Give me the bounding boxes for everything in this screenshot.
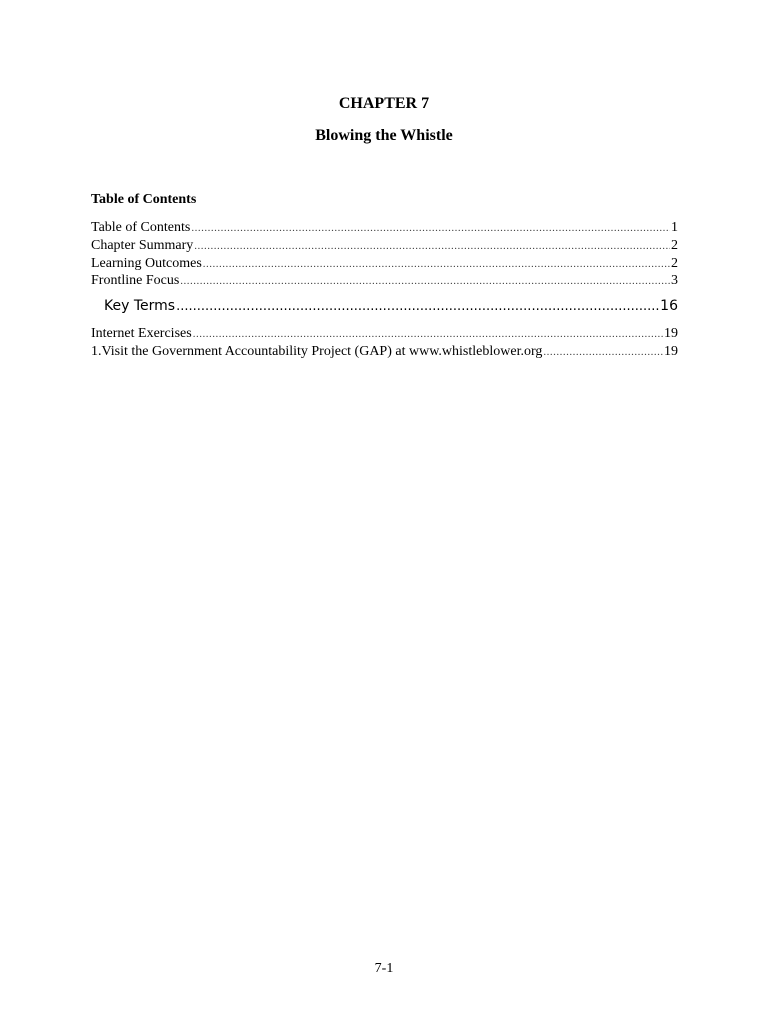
toc-entry-internet-exercises[interactable] <box>91 325 678 343</box>
toc-leader-dots <box>203 256 670 273</box>
toc-entry-label: Chapter Summary <box>91 238 194 253</box>
page-number: 7-1 <box>374 961 394 976</box>
toc-entry-label: Key Terms <box>104 298 176 314</box>
toc-entry-label: 1.Visit the Government Accountability Project (GAP) at www.whistleblower.org <box>91 344 543 359</box>
toc-leader-dots <box>543 344 663 361</box>
toc-entry-table-of-contents[interactable] <box>91 219 678 237</box>
toc-entry-page: 19 <box>664 344 678 359</box>
toc-entry-label: Learning Outcomes <box>91 256 202 271</box>
toc-entry-visit-gap[interactable] <box>91 343 678 361</box>
toc-leader-dots <box>176 298 659 316</box>
toc-heading: Table of Contents <box>91 192 197 207</box>
toc-entry-key-terms[interactable] <box>91 297 678 316</box>
toc-leader-dots <box>180 273 670 290</box>
toc-entry-learning-outcomes[interactable] <box>91 255 678 273</box>
toc-leader-dots <box>191 220 670 237</box>
toc-entry-page: 16 <box>660 298 678 314</box>
chapter-title: Blowing the Whistle <box>315 127 453 144</box>
toc-entry-label: Frontline Focus <box>91 273 180 288</box>
toc-entry-label: Internet Exercises <box>91 326 192 341</box>
toc-entry-page: 2 <box>671 238 678 253</box>
toc-entry-frontline-focus[interactable] <box>91 272 678 290</box>
toc-entry-page: 3 <box>671 273 678 288</box>
toc-leader-dots <box>193 326 663 343</box>
toc-leader-dots <box>194 238 670 255</box>
toc-entry-page: 1 <box>671 220 678 235</box>
toc-entry-page: 19 <box>664 326 678 341</box>
toc-entry-label: Table of Contents <box>91 220 191 235</box>
chapter-heading: CHAPTER 7 <box>338 95 430 112</box>
toc-entry-chapter-summary[interactable] <box>91 237 678 255</box>
toc-entry-page: 2 <box>671 256 678 271</box>
